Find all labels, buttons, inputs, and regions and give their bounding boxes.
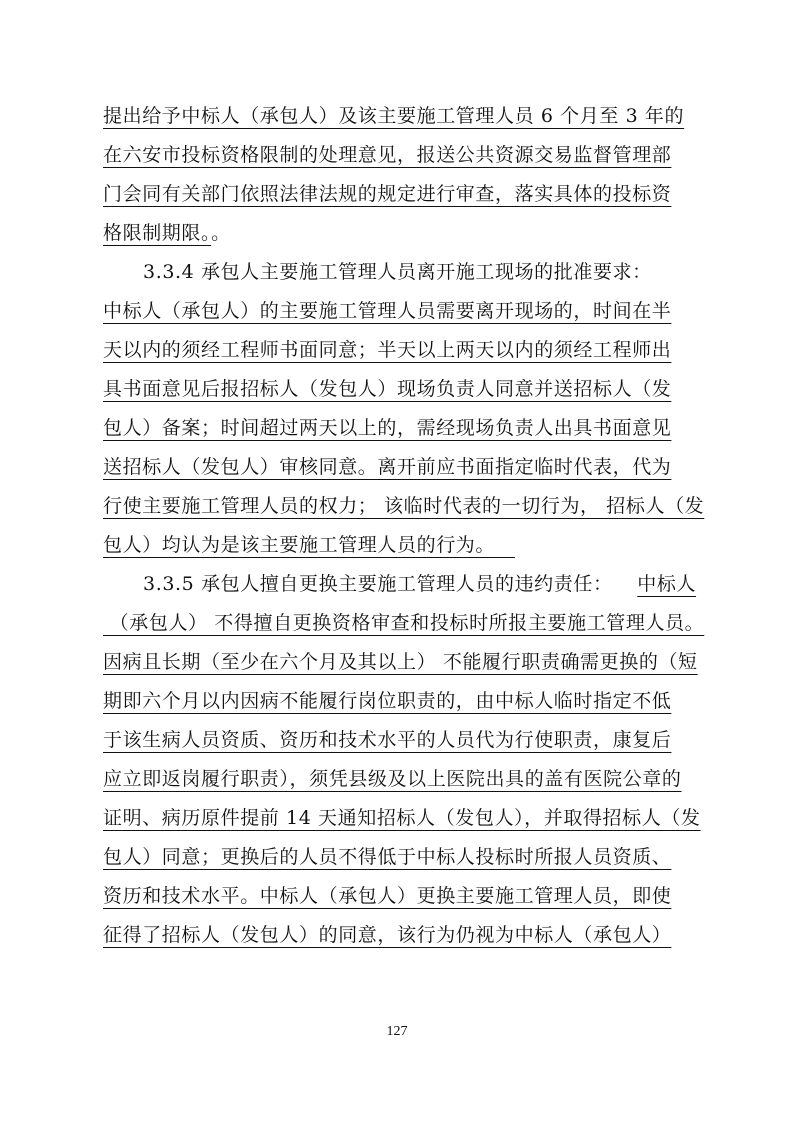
section-heading-text: 3.3.4 承包人主要施工管理人员离开施工现场的批准要求： [143, 261, 652, 283]
text-line [103, 923, 671, 949]
underlined-text: 因病且长期（至少在六个月及其以上） 不能履行职责确需更换的（短 [103, 651, 698, 673]
text-line [103, 377, 671, 403]
underlined-text: 包人）均认为是该主要施工管理人员的行为。 [103, 534, 515, 556]
underlined-text: （承包人） 不得擅自更换资格审查和投标时所报主要施工管理人员。 [103, 612, 705, 634]
underlined-text: 具书面意见后报招标人（发包人）现场负责人同意并送招标人（发 [103, 378, 672, 400]
text-line [103, 806, 701, 832]
underlined-text: 应立即返岗履行职责），须凭县级及以上医院出具的盖有医院公章的 [103, 768, 682, 790]
text-line [103, 767, 682, 793]
underlined-text: 中标人（承包人）的主要施工管理人员需要离开现场的，时间在半 [103, 300, 672, 322]
text-line [103, 689, 671, 715]
text-line [103, 338, 671, 364]
text-line [103, 455, 671, 481]
text-line [103, 143, 671, 169]
text-line [103, 299, 671, 325]
section-heading-3-3-5 [143, 572, 696, 598]
text-line [103, 845, 671, 871]
underlined-text: 门会同有关部门依照法律法规的规定进行审查，落实具体的投标资 [103, 183, 672, 205]
underlined-text: 证明、病历原件提前 14 天通知招标人（发包人），并取得招标人（发 [103, 807, 701, 829]
text-line [103, 494, 704, 520]
text-line [103, 221, 231, 247]
underlined-text: 提出给予中标人（承包人）及该主要施工管理人员 6 个月至 3 年的 [103, 105, 685, 127]
trailing-punctuation: 。 [211, 222, 231, 244]
underlined-text: 期即六个月以内因病不能履行岗位职责的，由中标人临时指定不低 [103, 690, 672, 712]
underlined-text: 行使主要施工管理人员的权力； 该临时代表的一切行为， 招标人（发 [103, 495, 705, 517]
section-heading-3-3-4 [143, 260, 652, 286]
underlined-text: 征得了招标人（发包人）的同意，该行为仍视为中标人（承包人） [103, 924, 672, 946]
text-line [103, 104, 684, 130]
section-heading-text: 3.3.5 承包人擅自更换主要施工管理人员的违约责任： [143, 573, 613, 595]
text-line [103, 884, 671, 910]
underlined-text: 在六安市投标资格限制的处理意见，报送公共资源交易监督管理部 [103, 144, 672, 166]
text-line [103, 650, 698, 676]
text-line [103, 533, 515, 559]
page-number: 127 [386, 1024, 408, 1039]
underlined-text: 资历和技术水平。中标人（承包人）更换主要施工管理人员，即使 [103, 885, 672, 907]
underlined-text: 于该生病人员资质、资历和技术水平的人员代为行使职责，康复后 [103, 729, 672, 751]
text-line [103, 611, 704, 637]
text-line [103, 728, 671, 754]
text-line [103, 416, 671, 442]
underlined-text: 包人）备案；时间超过两天以上的，需经现场负责人出具书面意见 [103, 417, 672, 439]
underlined-text: 中标人 [637, 573, 697, 595]
underlined-text: 格限制期限。 [103, 222, 212, 244]
underlined-text: 天以内的须经工程师书面同意；半天以上两天以内的须经工程师出 [103, 339, 672, 361]
underlined-text: 送招标人（发包人）审核同意。离开前应书面指定临时代表，代为 [103, 456, 672, 478]
underlined-text: 包人）同意；更换后的人员不得低于中标人投标时所报人员资质、 [103, 846, 672, 868]
text-line [103, 182, 671, 208]
